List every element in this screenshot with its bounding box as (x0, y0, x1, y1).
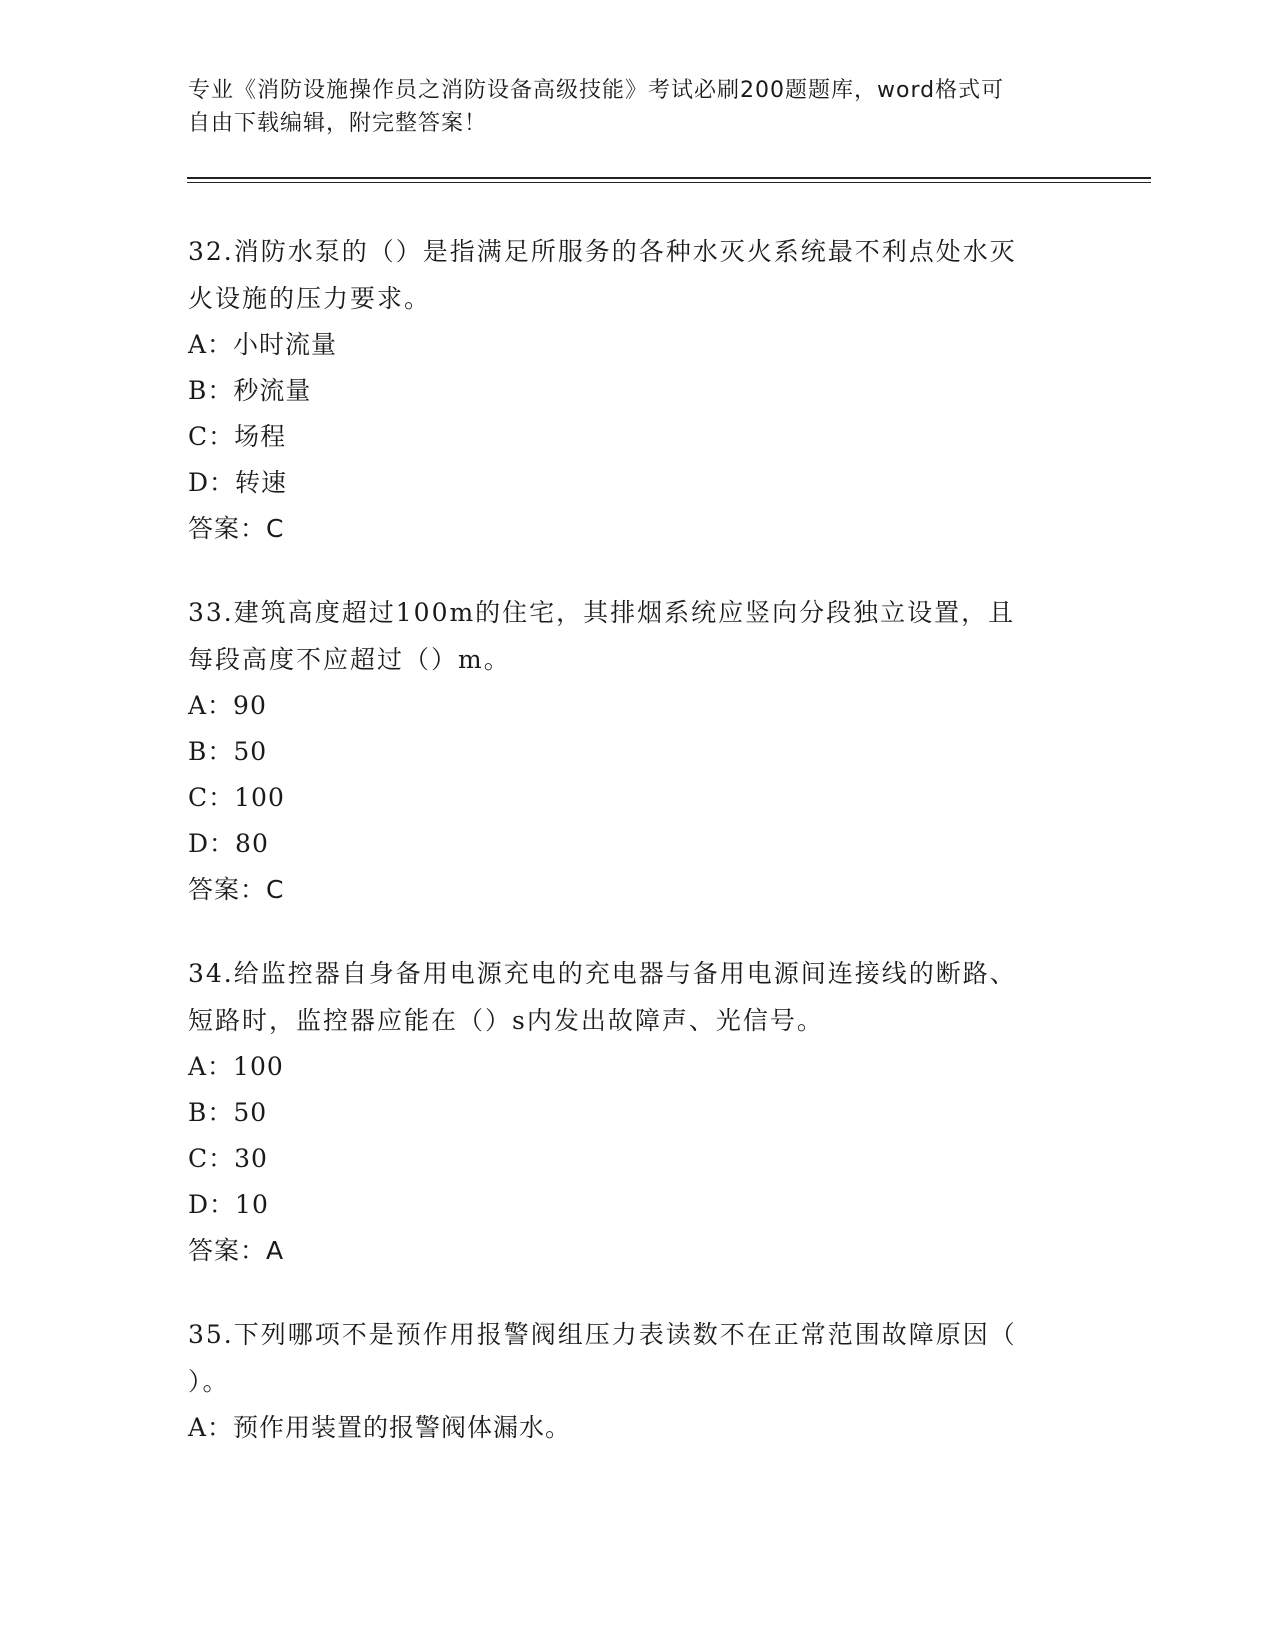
option-a: A：小时流量 (188, 330, 338, 359)
header-divider-thin (187, 182, 1151, 183)
question-stem-line: 33.建筑高度超过100m的住宅，其排烟系统应竖向分段独立设置，且 (188, 598, 1016, 627)
question-34 (188, 950, 1088, 1274)
question-stem-line: 34.给监控器自身备用电源充电的充电器与备用电源间连接线的断路、 (188, 959, 1017, 988)
header-line-1: 专业《消防设施操作员之消防设备高级技能》考试必刷200题题库，word格式可 (188, 78, 1005, 103)
answer: 答案：C (188, 875, 285, 904)
option-c: C：30 (188, 1144, 268, 1173)
option-b: B：秒流量 (188, 376, 312, 405)
question-33 (188, 589, 1088, 913)
header-line-2: 自由下载编辑，附完整答案！ (188, 111, 488, 136)
option-c: C：100 (188, 783, 285, 812)
option-a: A：预作用装置的报警阀体漏水。 (188, 1413, 572, 1442)
option-c: C：场程 (188, 422, 287, 451)
question-32 (188, 228, 1088, 552)
option-b: B：50 (188, 737, 268, 766)
document-header (188, 74, 1068, 140)
option-d: D：转速 (188, 468, 288, 497)
answer: 答案：C (188, 514, 285, 543)
question-stem-line: 每段高度不应超过（）m。 (188, 645, 511, 674)
option-b: B：50 (188, 1098, 268, 1127)
question-stem-line: 短路时，监控器应能在（）s内发出故障声、光信号。 (188, 1006, 824, 1035)
option-a: A：100 (188, 1052, 284, 1081)
question-stem-line: ）。 (188, 1367, 230, 1396)
option-d: D：10 (188, 1190, 269, 1219)
question-stem-line: 火设施的压力要求。 (188, 284, 432, 313)
question-stem-line: 32.消防水泵的（）是指满足所服务的各种水灭火系统最不利点处水灭 (188, 237, 1017, 266)
question-stem-line: 35.下列哪项不是预作用报警阀组压力表读数不在正常范围故障原因（ (188, 1320, 1017, 1349)
header-divider-thick (187, 177, 1151, 179)
option-d: D：80 (188, 829, 269, 858)
question-35 (188, 1311, 1088, 1451)
answer: 答案：A (188, 1236, 285, 1265)
option-a: A：90 (188, 691, 267, 720)
